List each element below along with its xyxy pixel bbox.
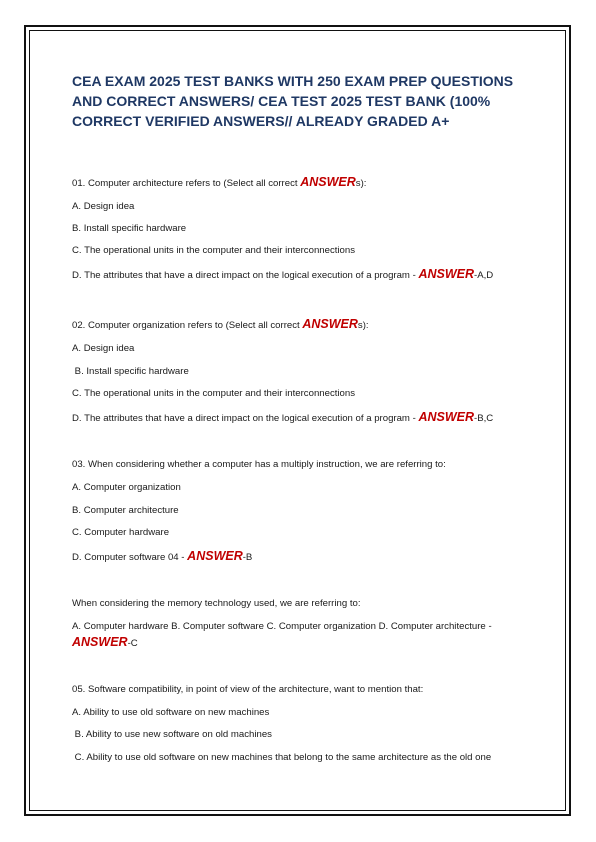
question-4-options: A. Computer hardware B. Computer software C. Computer organization D. Computer architecture - bbox=[72, 621, 492, 632]
answer-label: ANSWER bbox=[300, 175, 356, 189]
question-1-option-d: D. The attributes that have a direct impact on the logical execution of a program - ANSWER-A,D bbox=[72, 267, 494, 281]
question-2-option-c: C. The operational units in the computer and their interconnections bbox=[72, 388, 356, 399]
question-5-option-b: B. Ability to use new software on old machines bbox=[72, 729, 272, 740]
question-1-option-a: A. Design idea bbox=[72, 201, 135, 212]
question-1-stem: 01. Computer architecture refers to (Select all correct ANSWERs): bbox=[72, 175, 367, 189]
question-2-option-b: B. Install specific hardware bbox=[72, 366, 189, 377]
question-4-answer bbox=[72, 636, 138, 650]
question-2-option-a: A. Design idea bbox=[72, 343, 135, 354]
question-2-key: -B,C bbox=[474, 413, 494, 424]
question-3-option-d: D. Computer software 04 - ANSWER-B bbox=[72, 549, 253, 563]
answer-label: ANSWER bbox=[187, 549, 243, 563]
question-1-option-b: B. Install specific hardware bbox=[72, 223, 187, 234]
question-4-key: -C bbox=[127, 638, 138, 649]
question-2-option-d: D. The attributes that have a direct impact on the logical execution of a program - ANSWER-B,C bbox=[72, 410, 494, 424]
question-5-option-a: A. Ability to use old software on new machines bbox=[72, 707, 270, 718]
question-3-option-b: B. Computer architecture bbox=[72, 505, 179, 516]
question-3-stem: 03. When considering whether a computer has a multiply instruction, we are referring to: bbox=[72, 459, 446, 470]
answer-label: ANSWER bbox=[418, 267, 475, 281]
question-2-stem: 02. Computer organization refers to (Select all correct ANSWERs): bbox=[72, 317, 369, 331]
question-5-stem: 05. Software compatibility, in point of view of the architecture, want to mention that: bbox=[72, 684, 424, 695]
answer-label: ANSWER bbox=[72, 635, 128, 649]
question-1-key: -A,D bbox=[474, 270, 494, 281]
document-title: CEA EXAM 2025 TEST BANKS WITH 250 EXAM PREP QUESTIONS AND CORRECT ANSWERS/ CEA TEST 2025 TEST BANK (100% CORRECT VERIFIED ANSWERS// ALREADY GRADED A+ bbox=[72, 73, 514, 129]
question-3-key: -B bbox=[242, 552, 253, 563]
question-4-stem: When considering the memory technology used, we are referring to: bbox=[72, 598, 361, 609]
question-5-option-c: C. Ability to use old software on new machines that belong to the same architecture as the old one bbox=[72, 752, 492, 763]
question-3-option-a: A. Computer organization bbox=[72, 482, 181, 493]
answer-label: ANSWER bbox=[302, 317, 358, 331]
answer-label: ANSWER bbox=[418, 410, 475, 424]
question-3-option-c: C. Computer hardware bbox=[72, 527, 170, 538]
question-1-option-c: C. The operational units in the computer and their interconnections bbox=[72, 245, 356, 256]
